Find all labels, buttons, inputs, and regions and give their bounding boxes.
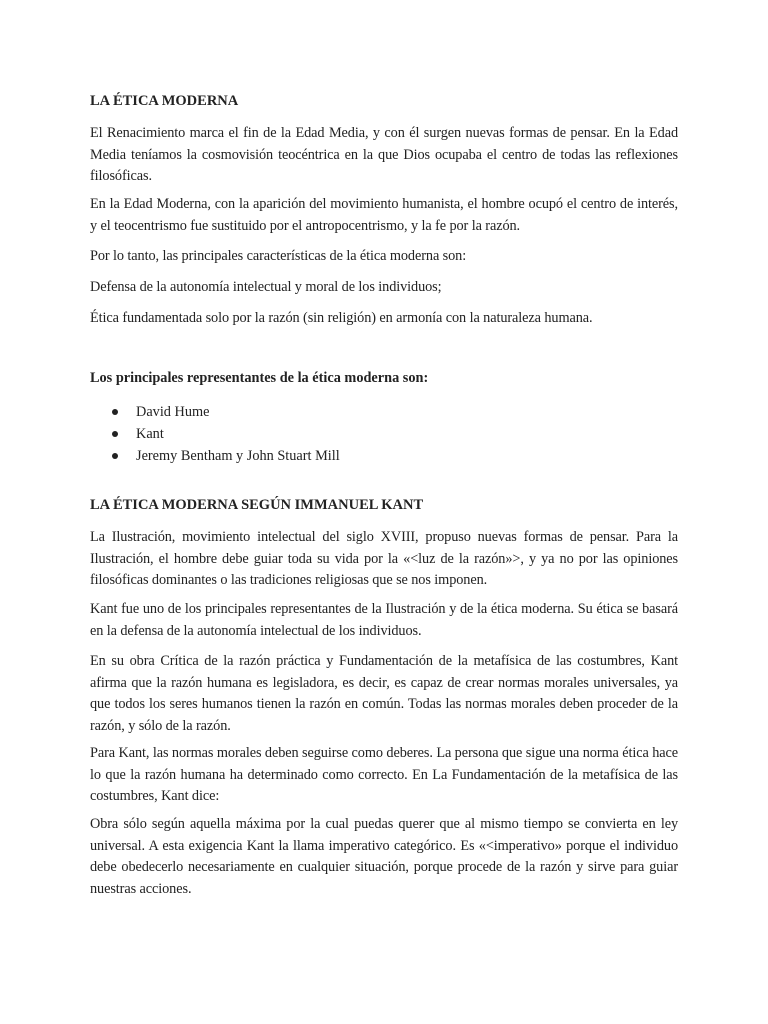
representatives-list xyxy=(90,401,340,467)
paragraph-renacimiento: El Renacimiento marca el fin de la Edad Media, y con él surgen nuevas formas de pensar. En la Edad Media teníamos la cosmovisión teocéntrica en la que Dios ocupaba el centro de todas las reflexiones filosóficas. xyxy=(90,125,678,184)
paragraph-critica-razon: En su obra Crítica de la razón práctica y Fundamentación de la metafísica de las costumbres, Kant afirma que la razón humana es legisladora, es decir, es capaz de crear normas morales universales, ya que todos los seres humanos tienen la razón en común. Todas las normas morales deben proceder de la razón, y sólo de la razón. xyxy=(90,653,678,734)
paragraph-kant-representante: Kant fue uno de los principales representantes de la Ilustración y de la ética moderna. Su ética se basará en la defensa de la autonomía intelectual de los individuos. xyxy=(90,601,678,639)
paragraph-caracteristicas-intro: Por lo tanto, las principales características de la ética moderna son: xyxy=(90,248,467,264)
representatives-heading: Los principales representantes de la ética moderna son: xyxy=(90,370,429,386)
paragraph-ilustracion: La Ilustración, movimiento intelectual del siglo XVIII, propuso nuevas formas de pensar. Para la Ilustración, el hombre debe guiar toda su vida por la «<luz de la razón»>, y ya no por las opiniones filosóficas dominantes o las tradiciones religiosas que se nos imponen. xyxy=(90,529,678,588)
paragraph-imperativo: Obra sólo según aquella máxima por la cual puedas querer que al mismo tiempo se convierta en ley universal. A esta exigencia Kant la llama imperativo categórico. Es «<imperativo» porque el individuo debe obedecerlo necesariamente en cualquier situación, porque procede de la razón y sirve para guiar nuestras acciones. xyxy=(90,816,678,897)
list-item: Jeremy Bentham y John Stuart Mill xyxy=(90,445,340,467)
paragraph-defensa-autonomia: Defensa de la autonomía intelectual y moral de los individuos; xyxy=(90,279,442,295)
paragraph-edad-moderna: En la Edad Moderna, con la aparición del movimiento humanista, el hombre ocupó el centro de interés, y el teocentrismo fue sustituido por el antropocentrismo, y la fe por la razón. xyxy=(90,196,678,234)
list-item: David Hume xyxy=(90,401,340,423)
list-item: Kant xyxy=(90,423,340,445)
section-title-etica-moderna: LA ÉTICA MODERNA xyxy=(90,93,239,109)
paragraph-etica-razon: Ética fundamentada solo por la razón (sin religión) en armonía con la naturaleza humana. xyxy=(90,310,593,326)
section-title-kant: LA ÉTICA MODERNA SEGÚN IMMANUEL KANT xyxy=(90,497,424,513)
paragraph-normas-deberes: Para Kant, las normas morales deben seguirse como deberes. La persona que sigue una norma ética hace lo que la razón humana ha determinado como correcto. En La Fundamentación de la metafísica de las costumbres, Kant dice: xyxy=(90,745,678,804)
